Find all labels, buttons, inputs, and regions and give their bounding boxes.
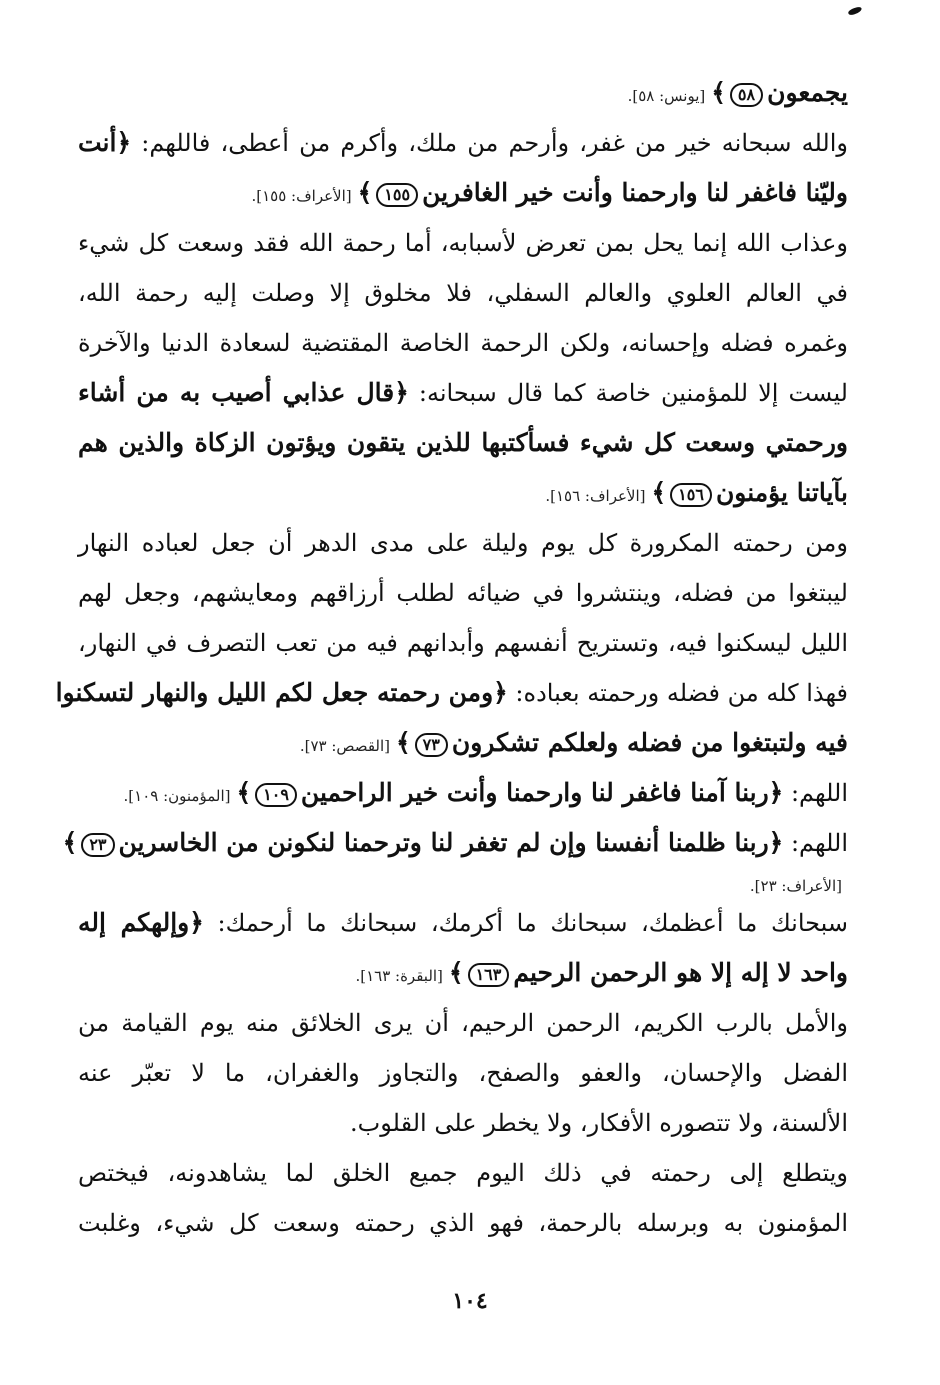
verse-reference: [الأعراف: ١٥٦]. bbox=[545, 487, 646, 505]
quran-verse-text: ﴿قال عذابي أصيب به من أشاء bbox=[78, 378, 409, 407]
text-line bbox=[78, 1148, 848, 1198]
text-run: اللهم: bbox=[783, 829, 848, 857]
quran-verse-text: بآياتنا يؤمنون bbox=[715, 478, 848, 507]
verse-number-mark: ٧٣ bbox=[415, 733, 448, 757]
verse-reference: [القصص: ٧٣]. bbox=[299, 737, 390, 755]
text-line bbox=[78, 268, 848, 318]
verse-number-mark: ١٦٣ bbox=[468, 963, 510, 987]
verse-reference: [يونس: ٥٨]. bbox=[627, 87, 706, 105]
text-line bbox=[78, 218, 848, 268]
quran-verse-text: ﴿وإلهكم إله bbox=[78, 908, 204, 937]
verse-number-mark: ٢٣ bbox=[81, 833, 114, 857]
quran-verse-text: ﴾ bbox=[711, 78, 726, 107]
quran-verse-text: ﴾ bbox=[396, 728, 411, 757]
quran-verse-text: ﴾ bbox=[236, 778, 252, 807]
text-run: اللهم: bbox=[783, 779, 848, 807]
text-run: وعذاب الله إنما يحل بمن تعرض لأسبابه، أما رحمة الله فقد وسعت كل شيء bbox=[78, 229, 848, 257]
text-line bbox=[78, 418, 848, 468]
verse-number-mark: ١٥٥ bbox=[376, 183, 418, 207]
text-line bbox=[78, 118, 848, 168]
text-line bbox=[78, 1048, 848, 1098]
text-line bbox=[78, 998, 848, 1048]
verse-number-mark: ١٠٩ bbox=[255, 783, 297, 807]
text-line bbox=[55, 668, 848, 718]
text-line bbox=[78, 618, 848, 668]
verse-reference: [الأعراف: ٢٣]. bbox=[749, 877, 842, 895]
text-run: وغمره فضله وإحسانه، ولكن الرحمة الخاصة المقتضية لسعادة الدنيا والآخرة bbox=[78, 329, 848, 357]
text-line bbox=[78, 68, 848, 118]
text-run: الألسنة، ولا تتصوره الأفكار، ولا يخطر على القلوب. bbox=[350, 1109, 848, 1137]
quran-verse-text: وليّنا فاغفر لنا وارحمنا وأنت خير الغافرين bbox=[422, 178, 848, 207]
text-line bbox=[78, 318, 848, 368]
verse-number-mark: ١٥٦ bbox=[670, 483, 712, 507]
corner-ink-mark bbox=[847, 6, 862, 16]
quran-verse-text: ﴿ربنا ظلمنا أنفسنا وإن لم تغفر لنا وترحمنا لنكونن من الخاسرين bbox=[118, 828, 784, 857]
quran-verse-text: ورحمتي وسعت كل شيء فسأكتبها للذين يتقون ويؤتون الزكاة والذين هم bbox=[78, 428, 848, 457]
quran-verse-text: ﴾ bbox=[62, 828, 78, 857]
verse-reference: [البقرة: ١٦٣]. bbox=[355, 967, 443, 985]
text-line bbox=[78, 1098, 848, 1148]
text-line bbox=[62, 818, 848, 868]
text-run: ليبتغوا من فضله، وينتشروا في ضيائه لطلب أرزاقهم ومعايشهم، وجعل لهم bbox=[78, 579, 848, 607]
text-line bbox=[78, 518, 848, 568]
text-run: ويتطلع إلى رحمته في ذلك اليوم جميع الخلق لما يشاهدونه، فيختص bbox=[78, 1159, 848, 1187]
page-number: ١٠٤ bbox=[452, 1288, 488, 1314]
verse-reference: [المؤمنون: ١٠٩]. bbox=[123, 787, 231, 805]
text-line bbox=[78, 768, 848, 818]
text-line bbox=[78, 1198, 848, 1248]
text-run: الفضل والإحسان، والعفو والصفح، والتجاوز والغفران، ما لا تعبّر عنه bbox=[78, 1059, 848, 1087]
text-line bbox=[78, 898, 848, 948]
quran-verse-text: واحد لا إله إلا هو الرحمن الرحيم bbox=[513, 958, 848, 987]
text-run: الليل ليسكنوا فيه، وتستريح أنفسهم وأبدانهم فيه من تعب التصرف في النهار، bbox=[78, 629, 848, 657]
text-run: فهذا كله من فضله ورحمته بعباده: bbox=[507, 679, 848, 707]
quran-verse-text: يجمعون bbox=[767, 78, 848, 107]
text-line bbox=[78, 568, 848, 618]
verse-reference: [الأعراف: ١٥٥]. bbox=[251, 187, 352, 205]
text-line bbox=[78, 168, 848, 218]
quran-verse-text: ﴾ bbox=[651, 478, 667, 507]
quran-verse-text: ﴿أنت bbox=[78, 128, 132, 157]
quran-verse-text: فيه ولتبتغوا من فضله ولعلكم تشكرون bbox=[451, 728, 848, 757]
text-run: سبحانك ما أعظمك، سبحانك ما أكرمك، سبحانك ما أرحمك: bbox=[203, 909, 849, 937]
text-run: والأمل بالرب الكريم، الرحمن الرحيم، أن يرى الخلائق منه يوم القيامة من bbox=[78, 1009, 849, 1037]
page-body bbox=[55, 68, 849, 1248]
text-line bbox=[78, 368, 848, 418]
text-line bbox=[78, 468, 848, 518]
text-run: المؤمنون به وبرسله بالرحمة، فهو الذي رحمته وسعت كل شيء، وغلبت bbox=[78, 1209, 848, 1237]
text-run: والله سبحانه خير من غفر، وأرحم من ملك، وأكرم من أعطى، فاللهم: bbox=[131, 129, 848, 157]
text-run: ومن رحمته المكرورة كل يوم وليلة على مدى الدهر أن جعل لعباده النهار bbox=[78, 529, 848, 557]
quran-verse-text: ﴿ربنا آمنا فاغفر لنا وارحمنا وأنت خير الراحمين bbox=[300, 778, 784, 807]
verse-number-mark: ٥٨ bbox=[730, 83, 763, 107]
text-line bbox=[78, 948, 848, 998]
text-line bbox=[78, 868, 848, 898]
text-line bbox=[78, 718, 848, 768]
quran-verse-text: ﴾ bbox=[448, 958, 464, 987]
quran-verse-text: ﴿ومن رحمته جعل لكم الليل والنهار لتسكنوا bbox=[55, 678, 508, 707]
text-run: في العالم العلوي والعالم السفلي، فلا مخلوق إلا وصلت إليه رحمة الله، bbox=[78, 279, 848, 307]
text-run: ليست إلا للمؤمنين خاصة كما قال سبحانه: bbox=[408, 379, 848, 407]
quran-verse-text: ﴾ bbox=[357, 178, 373, 207]
